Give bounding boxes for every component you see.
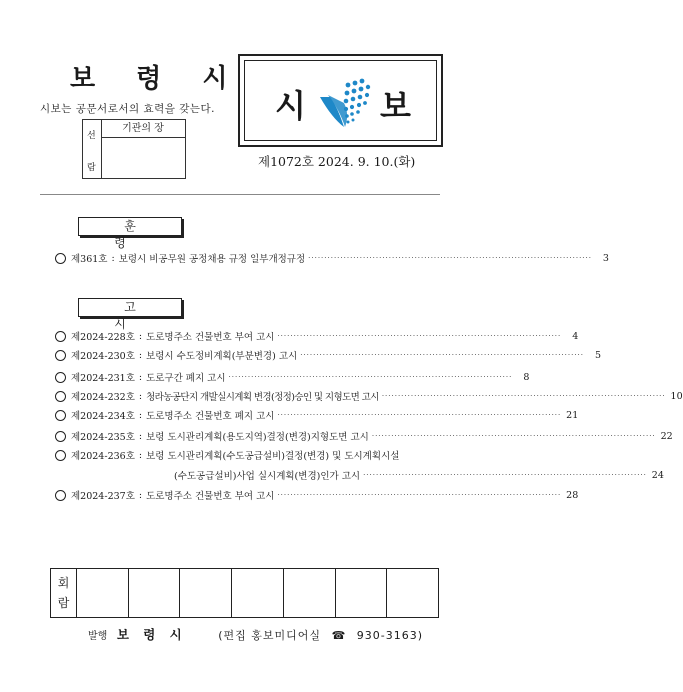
circulation-cell[interactable] <box>232 569 284 618</box>
toc-entry-page: 21 <box>566 409 579 421</box>
toc-entry-title: 보령시 수도정비계획(부분변경) 고시 <box>146 351 298 362</box>
toc-entry-page: 24 <box>651 469 664 481</box>
toc-entry-page: 10 <box>670 390 683 402</box>
bullet-circle-icon <box>55 331 66 342</box>
toc-entry-separator: : <box>111 252 115 264</box>
toc-leader-dots: ························································································ <box>371 432 656 440</box>
toc-entry-title: 도로명주소 건물번호 부여 고시 <box>146 332 275 343</box>
toc-entry-page: 4 <box>572 330 579 342</box>
toc-entry[interactable] <box>55 250 609 266</box>
toc-entry[interactable] <box>55 369 530 385</box>
toc-leader-dots: ························································································ <box>228 373 513 381</box>
bullet-circle-icon <box>55 372 66 383</box>
toc-leader-dots: ························································································ <box>300 351 584 359</box>
circulation-cell[interactable] <box>387 569 439 618</box>
seen-col-top: 선 <box>87 131 96 141</box>
circulation-cell[interactable] <box>128 569 180 618</box>
toc-entry-number: 제2024-234호 <box>71 411 135 422</box>
toc-leader-dots: ························································································ <box>381 392 666 400</box>
editor-office: (편집 홍보미디어실 <box>218 629 322 642</box>
circulation-cell[interactable] <box>335 569 387 618</box>
bullet-circle-icon <box>55 450 66 461</box>
toc-entry[interactable] <box>55 328 579 344</box>
toc-entry-separator: : <box>138 489 143 501</box>
toc-entry-number: 제2024-237호 <box>71 491 135 502</box>
circulation-label-bottom: 람 <box>57 596 70 610</box>
phone-number: 930-3163) <box>356 629 424 642</box>
toc-entry-separator: : <box>138 449 143 461</box>
city-name: 보 령 시 <box>70 64 244 94</box>
bullet-circle-icon <box>55 253 66 264</box>
toc-entry-number: 제2024-235호 <box>71 432 135 443</box>
toc-entry-number: 제2024-231호 <box>71 373 135 384</box>
toc-entry[interactable] <box>55 388 683 404</box>
toc-entry-number: 제2024-236호 <box>71 451 135 462</box>
telephone-icon: ☎ <box>331 629 347 642</box>
toc-entry-continuation[interactable] <box>174 467 664 483</box>
section-title-directive: 훈 령 <box>78 217 182 236</box>
bullet-circle-icon <box>55 391 66 402</box>
toc-entry-separator: : <box>138 390 143 402</box>
circulation-label-top: 회 <box>57 576 70 590</box>
seen-header: 기관의 장 <box>101 120 185 138</box>
contact-info <box>218 629 423 642</box>
toc-entry[interactable] <box>55 407 579 423</box>
publisher-name: 보 령 시 <box>116 627 187 642</box>
seen-box <box>82 119 186 179</box>
circulation-cell[interactable] <box>283 569 335 618</box>
toc-entry-separator: : <box>138 371 143 383</box>
toc-entry-number: 제2024-228호 <box>71 332 135 343</box>
boryeong-city-logo <box>318 75 374 135</box>
toc-entry-number: 제2024-230호 <box>71 351 135 362</box>
publisher-label: 발행 <box>88 631 108 642</box>
bullet-circle-icon <box>55 431 66 442</box>
toc-entry[interactable] <box>55 487 579 503</box>
toc-leader-dots: ························································································ <box>277 411 562 419</box>
toc-leader-dots: ························································································ <box>308 254 592 262</box>
toc-entry-title: 보령 도시관리계획(용도지역)결정(변경)지형도면 고시 <box>146 432 369 443</box>
toc-entry-title: 보령시 비공무원 공정채용 규정 일부개정규정 <box>118 254 306 265</box>
toc-leader-dots: ························································································ <box>277 491 562 499</box>
circulation-cell[interactable] <box>180 569 232 618</box>
gazette-title-box <box>238 54 443 147</box>
bullet-circle-icon <box>55 490 66 501</box>
gazette-title-right: 보 <box>380 87 411 125</box>
toc-entry-separator: : <box>138 349 143 361</box>
toc-entry-page: 22 <box>660 430 673 442</box>
toc-entry-page: 5 <box>594 349 601 361</box>
toc-entry[interactable] <box>55 428 673 444</box>
gazette-inner-frame <box>244 60 437 141</box>
toc-entry-number: 제2024-232호 <box>71 392 135 403</box>
header-divider <box>40 194 440 195</box>
toc-leader-dots: ························································································ <box>363 471 647 479</box>
toc-entry-separator: : <box>138 409 143 421</box>
gazette-title-left: 시 <box>275 87 306 125</box>
toc-entry-title: 청라농공단지 개발실시계획 변경(정정)승인 및 지형도면 고시 <box>146 392 379 403</box>
circulation-table <box>50 568 439 618</box>
toc-entry-title: 도로구간 폐지 고시 <box>146 373 226 384</box>
bullet-circle-icon <box>55 410 66 421</box>
toc-entry-title: 도로명주소 건물번호 폐지 고시 <box>146 411 275 422</box>
effect-notice: 시보는 공문서로서의 효력을 갖는다. <box>40 103 215 115</box>
circulation-cell[interactable] <box>77 569 129 618</box>
section-title-notice: 고 시 <box>78 298 182 317</box>
circulation-label <box>51 569 77 618</box>
toc-entry-title: 도로명주소 건물번호 부여 고시 <box>146 491 275 502</box>
seen-col-bottom: 람 <box>87 163 96 173</box>
issue-line: 제1072호 2024. 9. 10.(화) <box>258 154 416 169</box>
bullet-circle-icon <box>55 350 66 361</box>
toc-leader-dots: ························································································ <box>277 332 562 340</box>
toc-entry[interactable] <box>55 447 447 463</box>
toc-entry-page: 8 <box>523 371 530 383</box>
toc-entry-page: 28 <box>566 489 579 501</box>
toc-entry-title: 보령 도시관리계획(수도공급설비)결정(변경) 및 도시계획시설 <box>146 451 400 462</box>
toc-entry-separator: : <box>138 330 143 342</box>
publisher-footer <box>88 625 423 643</box>
toc-entry-title: (수도공급설비)사업 실시계획(변경)인가 고시 <box>174 471 361 482</box>
toc-entry[interactable] <box>55 347 601 363</box>
toc-entry-page: 3 <box>602 252 609 264</box>
toc-entry-separator: : <box>138 430 143 442</box>
toc-entry-number: 제361호 <box>71 254 108 265</box>
